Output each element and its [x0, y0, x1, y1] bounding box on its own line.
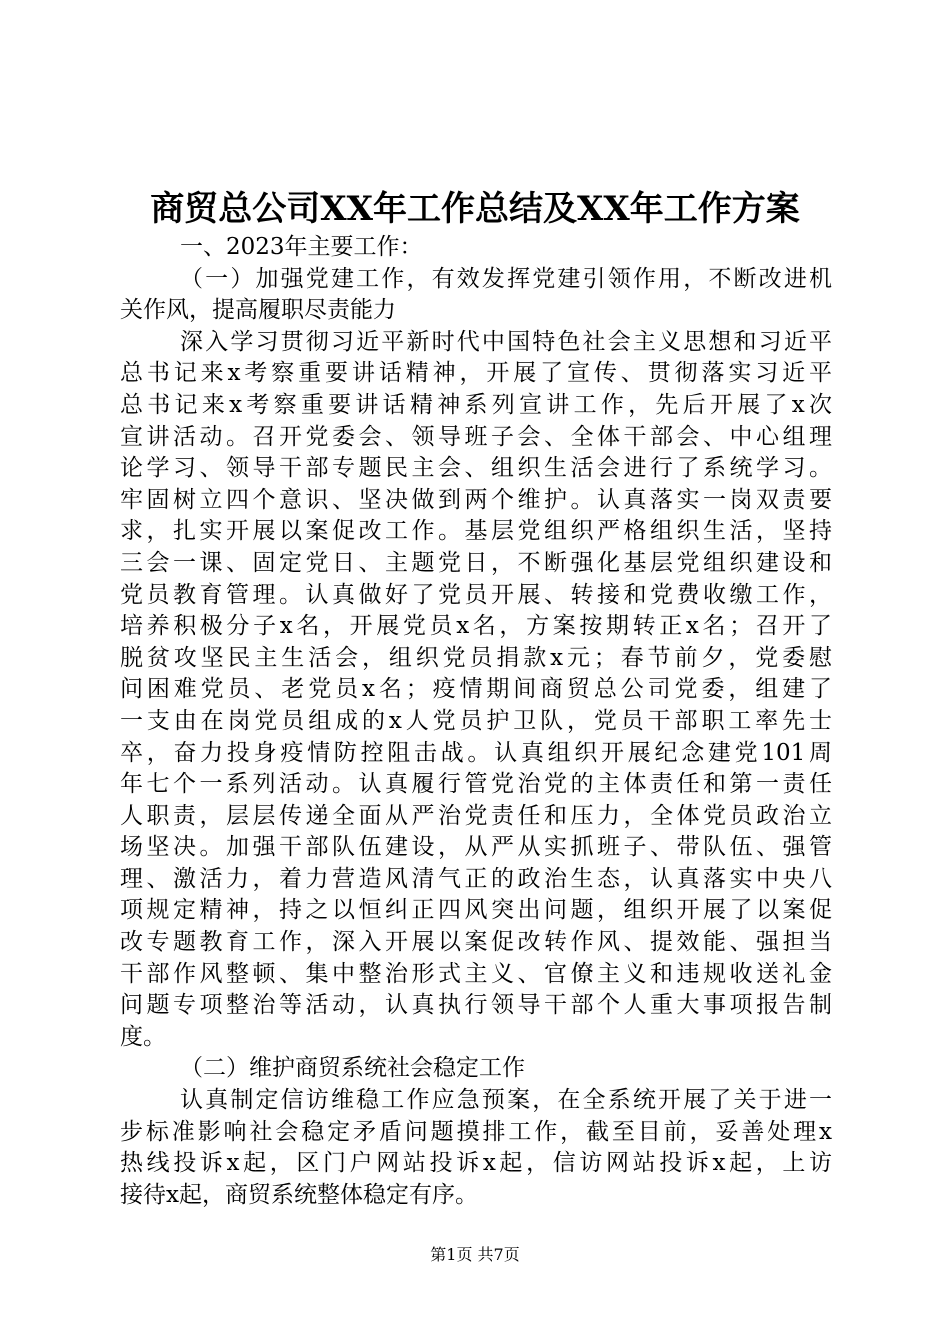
subsection-2 [120, 1053, 832, 1211]
paragraph-line: 三会一课、固定党日、主题党日，不断强化基层党组织建设和 [120, 549, 832, 576]
section-heading: 一、2023年主要工作： [180, 234, 423, 260]
paragraph-line: 认真制定信访维稳工作应急预案，在全系统开展了关于进一 [180, 1087, 832, 1114]
subsection-heading-line: 关作风，提高履职尽责能力 [120, 297, 396, 324]
paragraph-line: 热线投诉x起，区门户网站投诉x起，信访网站投诉x起，上访 [120, 1150, 832, 1177]
paragraph-line: 问困难党员、老党员x名；疫情期间商贸总公司党委，组建了 [120, 676, 832, 703]
paragraph-line: 牢固树立四个意识、坚决做到两个维护。认真落实一岗双责要 [120, 486, 832, 513]
subsection-1 [120, 264, 832, 1054]
paragraph-line: 总书记来x考察重要讲话精神，开展了宣传、贯彻落实习近平 [120, 360, 832, 387]
paragraph-line: 卒，奋力投身疫情防控阻击战。认真组织开展纪念建党101周 [120, 739, 832, 766]
page-footer: 第1页 共7页 [430, 1245, 520, 1264]
subsection-heading-line: （一）加强党建工作，有效发挥党建引领作用，不断改进机 [180, 265, 832, 292]
paragraph-line: 接待x起，商贸系统整体稳定有序。 [120, 1181, 478, 1208]
paragraph-line: 步标准影响社会稳定矛盾问题摸排工作，截至目前，妥善处理x [120, 1118, 832, 1145]
paragraph-line: 脱贫攻坚民主生活会，组织党员捐款x元；春节前夕，党委慰 [120, 644, 832, 671]
paragraph-line: 理、激活力，着力营造风清气正的政治生态，认真落实中央八 [120, 865, 832, 892]
paragraph-line: 人职责，层层传递全面从严治党责任和压力，全体党员政治立 [120, 802, 832, 829]
document-body [120, 232, 832, 1211]
document-title: 商贸总公司XX年工作总结及XX年工作方案 [150, 189, 800, 229]
paragraph-line: 论学习、领导干部专题民主会、组织生活会进行了系统学习。 [120, 455, 832, 482]
paragraph-line: 总书记来x考察重要讲话精神系列宣讲工作，先后开展了x次 [120, 391, 832, 418]
paragraph-line: 求，扎实开展以案促改工作。基层党组织严格组织生活，坚持 [120, 518, 832, 545]
paragraph-line: 度。 [120, 1023, 166, 1050]
paragraph-line: 问题专项整治等活动，认真执行领导干部个人重大事项报告制 [120, 992, 832, 1019]
paragraph-line: 培养积极分子x名，开展党员x名，方案按期转正x名；召开了 [120, 613, 832, 640]
paragraph-line: 项规定精神，持之以恒纠正四风突出问题，组织开展了以案促 [120, 897, 832, 924]
paragraph-line: 党员教育管理。认真做好了党员开展、转接和党费收缴工作， [120, 581, 832, 608]
subsection-heading: （二）维护商贸系统社会稳定工作 [180, 1055, 525, 1082]
subsection-1-paragraph [120, 327, 832, 1054]
paragraph-line: 场坚决。加强干部队伍建设，从严从实抓班子、带队伍、强管 [120, 834, 832, 861]
paragraph-line: 宣讲活动。召开党委会、领导班子会、全体干部会、中心组理 [120, 423, 832, 450]
paragraph-line: 一支由在岗党员组成的x人党员护卫队，党员干部职工率先士 [120, 707, 832, 734]
paragraph-line: 深入学习贯彻习近平新时代中国特色社会主义思想和习近平 [180, 328, 832, 355]
subsection-2-paragraph [120, 1085, 832, 1211]
paragraph-line: 年七个一系列活动。认真履行管党治党的主体责任和第一责任 [120, 771, 832, 798]
paragraph-line: 干部作风整顿、集中整治形式主义、官僚主义和违规收送礼金 [120, 960, 832, 987]
paragraph-line: 改专题教育工作，深入开展以案促改转作风、提效能、强担当 [120, 929, 832, 956]
